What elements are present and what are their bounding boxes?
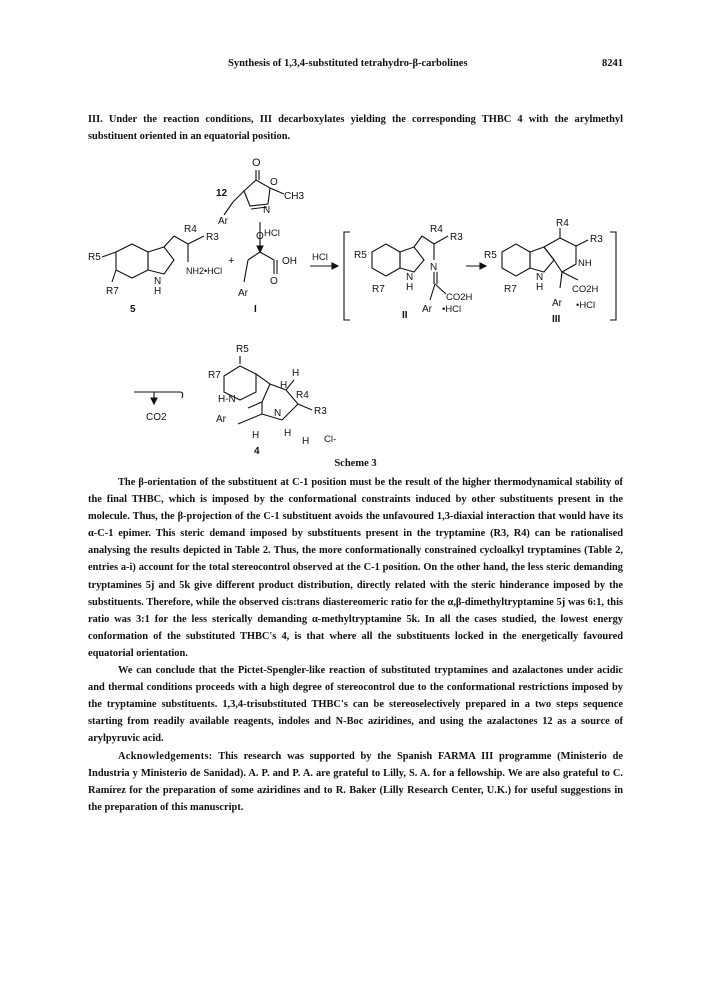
acknowledgements-paragraph bbox=[88, 748, 623, 816]
acid-o-label: O bbox=[256, 231, 264, 242]
r5-label-5: R5 bbox=[88, 252, 101, 263]
iii-co2h-label: CO2H bbox=[572, 284, 599, 295]
running-header bbox=[88, 58, 623, 76]
tryptamine-5-structure bbox=[88, 224, 222, 315]
iminium-II-structure bbox=[354, 224, 473, 321]
body-paragraph: We can conclude that the Pictet-Spengler-like reaction of substituted tryptamines and azalactones under acidic and thermal conditions proceeds with a high degree of stereocontrol due to the conformational restrictions imposed by the tryptamine substituents. 1,3,4-trisubstituted THBC's can be stereoselectively prepared in a two steps sequence starting from readily available reagents, indoles and N-Boc aziridines, and using the azalactones 12 as a source of arylpyruvic acid. bbox=[88, 665, 623, 745]
iii-h-label: H bbox=[536, 282, 544, 293]
nh-label-III: NH bbox=[578, 258, 592, 269]
compound-4-label: 4 bbox=[254, 446, 260, 457]
r3-label-5: R3 bbox=[206, 232, 219, 243]
co2-label: CO2 bbox=[146, 412, 167, 423]
indole-n-label: N bbox=[154, 276, 162, 287]
r7-label-5: R7 bbox=[106, 286, 119, 297]
acknowledgements-heading: Acknowledgements: bbox=[118, 750, 213, 762]
r4-label-4: R4 bbox=[296, 390, 309, 401]
ammonium-n-label: N bbox=[274, 408, 282, 419]
hcl-arrow-label: HCl bbox=[264, 228, 280, 239]
ii-n-label: N bbox=[406, 272, 414, 283]
compound-III-label: III bbox=[552, 314, 561, 325]
running-title: Synthesis of 1,3,4-substituted tetrahydro-β-carbolines bbox=[228, 58, 468, 69]
compound-5-label: 5 bbox=[130, 304, 136, 315]
svg-text:+: + bbox=[228, 255, 235, 267]
hcl-condition-label: HCl bbox=[312, 252, 328, 263]
r7-label-III: R7 bbox=[504, 284, 517, 295]
r3-label-II: R3 bbox=[450, 232, 463, 243]
body-text bbox=[88, 474, 623, 816]
ring-o-label: O bbox=[270, 177, 278, 188]
chloride-label: Cl- bbox=[324, 434, 337, 445]
spiro-III-structure bbox=[484, 218, 603, 325]
h-bottom-left-label: H bbox=[252, 430, 260, 441]
compound-I-label: I bbox=[254, 304, 257, 315]
r5-label-II: R5 bbox=[354, 250, 367, 261]
r4-label-II: R4 bbox=[430, 224, 443, 235]
scheme-caption: Scheme 3 bbox=[334, 458, 377, 469]
indole-h-label: H bbox=[154, 286, 162, 297]
intro-paragraph: III. Under the reaction conditions, III decarboxylates yielding the corresponding THBC 4 with the arylmethyl substituent oriented in an equatorial position. bbox=[88, 114, 623, 142]
h-bottom-mid-label: H bbox=[284, 428, 292, 439]
r4-label-III: R4 bbox=[556, 218, 569, 229]
ring-n-label: N bbox=[263, 205, 271, 216]
ii-hcl-label: •HCl bbox=[442, 304, 462, 315]
iii-n-label: N bbox=[536, 272, 544, 283]
aryl-label-III: Ar bbox=[552, 298, 562, 309]
r5-label-4: R5 bbox=[236, 344, 249, 355]
r5-label-III: R5 bbox=[484, 250, 497, 261]
hn-label-4: H-N bbox=[218, 394, 236, 405]
product-4-structure bbox=[208, 344, 336, 457]
aryl-label-I: Ar bbox=[238, 288, 248, 299]
r3-label-4: R3 bbox=[314, 406, 327, 417]
ii-co2h-label: CO2H bbox=[446, 292, 473, 303]
aryl-label-4: Ar bbox=[216, 414, 226, 425]
methyl-label: CH3 bbox=[284, 191, 305, 202]
r4-label-5: R4 bbox=[184, 224, 197, 235]
hydroxyl-label: OH bbox=[282, 256, 297, 267]
azalactone-12-structure bbox=[216, 157, 304, 227]
compound-II-label: II bbox=[402, 310, 408, 321]
amine-label: NH2•HCl bbox=[186, 266, 223, 276]
r7-label-II: R7 bbox=[372, 284, 385, 295]
scheme-3-figure bbox=[88, 152, 623, 472]
compound-12-label: 12 bbox=[216, 188, 228, 199]
body-paragraph: The β-orientation of the substituent at C-1 position must be the result of the higher thermodynamical stability of the final THBC, which is imposed by the conformational constraints induced by other substituents present in the molecule. Thus, the β-projection of the C-1 substituent avoids the unfavoured 1,3-diaxial interaction that would have its α-C-1 epimer. This steric demand imposed by substituents present in the tryptamine (R3, R4) can be rationalised analysing the results depicted in Table 2. Thus, the more conformationally constrained cycloalkyl tryptamines (Table 2, entries a-i) account for the total stereocontrol observed at the C-1 position. On the other hand, the less steric demanding tryptamines 5j and 5k give different product distribution, directly related with the steric hinderance imposed by the substituents. Therefore, while the observed cis:trans diastereomeric ratio for the α,β-dimethyltryptamine 5j was 6:1, this ratio was 3:1 for the less sterically demanding α-methyltryptamine 5k. In all the cases studied, the lowest energy conformation of the substituted THBC's 4, is that where all the substituents locked in the energetically favoured equatorial orientation. bbox=[88, 477, 623, 659]
acid-I-structure bbox=[228, 231, 297, 315]
iii-hcl-label: •HCl bbox=[576, 300, 596, 311]
aryl-label-II: Ar bbox=[422, 304, 432, 315]
h-mid-label: H bbox=[280, 380, 288, 391]
h-bottom-right-label: H bbox=[302, 436, 310, 447]
ii-h-label: H bbox=[406, 282, 414, 293]
ketone-o-label: O bbox=[270, 276, 278, 287]
acknowledgements-text: This research was supported by the Spanish FARMA III programme (Ministerio de Industria y Ministerio de Sanidad). A. P. and P. A. are grateful to Lilly, S. A. for a fellowship. We are also grateful to C. Ramírez for the preparation of some aziridines and to R. Baker (Lilly Research Center, U.K.) for useful suggestions in the preparation of this manuscript. bbox=[88, 750, 623, 813]
r3-label-III: R3 bbox=[590, 234, 603, 245]
aryl-label-12: Ar bbox=[218, 216, 228, 227]
h-top-label: H bbox=[292, 368, 300, 379]
oxo-label: O bbox=[252, 157, 261, 169]
page-number: 8241 bbox=[602, 58, 623, 69]
r7-label-4: R7 bbox=[208, 370, 221, 381]
iminium-n-label: N bbox=[430, 262, 438, 273]
